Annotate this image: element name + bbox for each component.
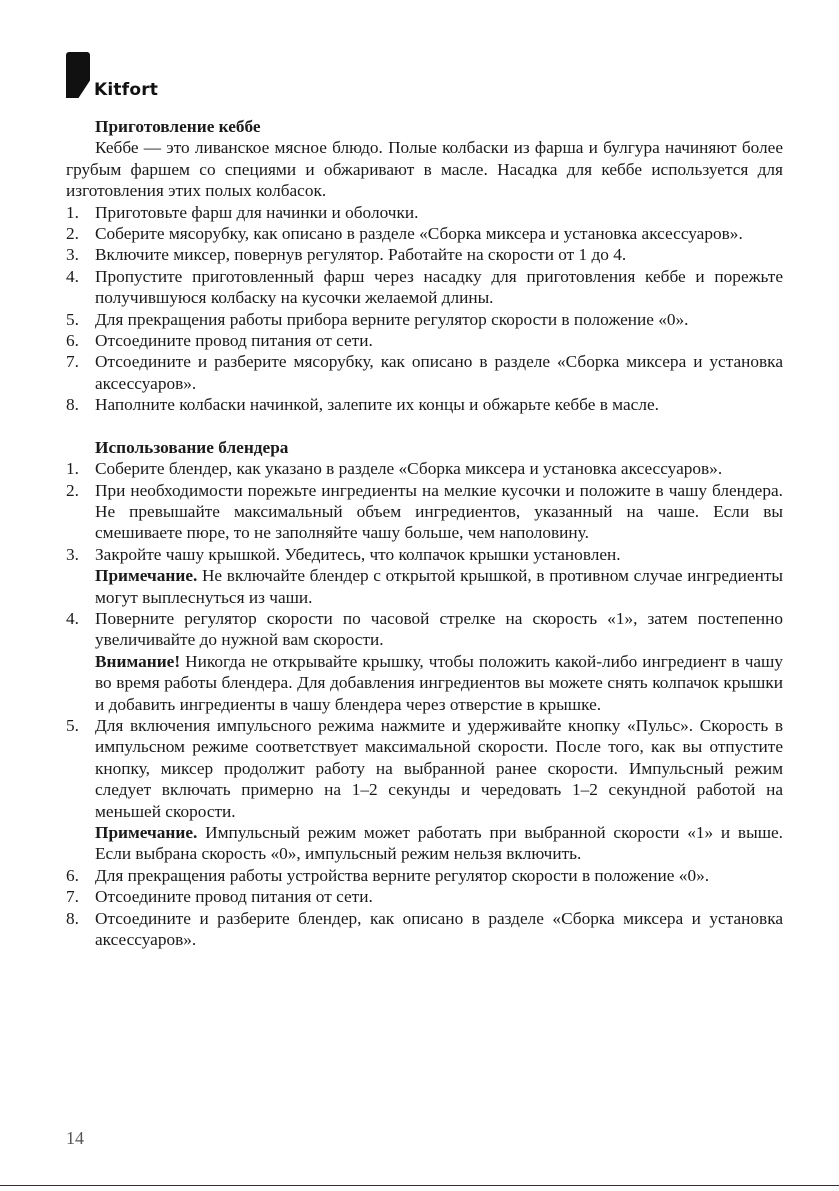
item-text: Отсоедините провод питания от сети. <box>95 331 373 351</box>
list-item <box>66 608 783 715</box>
section-spacer <box>66 416 783 437</box>
item-number: 6. <box>66 331 79 351</box>
brand-name: Kitfort <box>94 80 159 100</box>
warning-label: Внимание! <box>95 651 181 671</box>
kitfort-logo <box>66 52 176 104</box>
item-number: 3. <box>66 245 79 265</box>
item-text: Пропустите приготовленный фарш через насадку для приготовления кеббе и порежьте получившуюся колбаску на кусочки желаемой длины. <box>95 266 783 308</box>
kitfort-logo-mark-icon <box>66 52 90 98</box>
list-item <box>66 715 783 865</box>
item-number: 5. <box>66 715 79 735</box>
item-text: Соберите мясорубку, как описано в разделе «Сборка миксера и установка аксессуаров». <box>95 224 743 244</box>
item-number: 4. <box>66 608 79 628</box>
section-title-kebbe: Приготовление кеббе <box>95 117 261 136</box>
page-content <box>66 116 783 950</box>
warning-text: Никогда не открывайте крышку, чтобы положить какой-либо ингредиент в чашу во время работы блендера. Для добавления ингредиентов вы можете снять колпачок крышки и добавить ингредиенты в чашу блендера через отверстие в крышке. <box>95 651 783 714</box>
list-item <box>66 202 783 223</box>
item-text: Для прекращения работы прибора верните регулятор скорости в положение «0». <box>95 309 689 329</box>
list-item <box>66 544 783 608</box>
item-text: Для включения импульсного режима нажмите и удерживайте кнопку «Пульс». Скорость в импульсном режиме соответствует максимальной скорости. После того, как вы отпустите кнопку, миксер продолжит работу на выбранной ранее скорости. Импульсный режим следует включать примерно на 1–2 секунды и чередовать 1–2 секундной работой на меньшей скорости. <box>95 715 783 821</box>
list-item <box>66 266 783 309</box>
item-number: 6. <box>66 865 79 885</box>
list-item <box>66 244 783 265</box>
item-number: 8. <box>66 395 79 415</box>
kebbe-intro: Кеббе — это ливанское мясное блюдо. Полые колбаски из фарша и булгура начиняют более грубым фаршем со специями и обжаривают в масле. Насадка для кеббе используется для изготовления этих полых колбасок. <box>66 138 783 201</box>
list-item <box>66 865 783 886</box>
item-text: Приготовьте фарш для начинки и оболочки. <box>95 202 419 222</box>
warning <box>95 651 783 715</box>
list-item <box>66 394 783 415</box>
item-number: 4. <box>66 266 79 286</box>
item-text: Закройте чашу крышкой. Убедитесь, что колпачок крышки установлен. <box>95 544 621 564</box>
list-item <box>66 886 783 907</box>
item-text: Включите миксер, повернув регулятор. Работайте на скорости от 1 до 4. <box>95 245 627 265</box>
list-item <box>66 330 783 351</box>
item-text: Отсоедините провод питания от сети. <box>95 887 373 907</box>
item-number: 2. <box>66 224 79 244</box>
bottom-divider <box>0 1185 839 1186</box>
item-text: Отсоедините и разберите мясорубку, как описано в разделе «Сборка миксера и установка аксессуаров». <box>95 352 783 393</box>
list-item <box>66 908 783 951</box>
blender-steps <box>66 458 783 950</box>
page-number: 14 <box>66 1128 84 1148</box>
note-label: Примечание. <box>95 566 198 586</box>
section-title-blender: Использование блендера <box>95 437 289 457</box>
list-item <box>66 351 783 394</box>
item-text: Соберите блендер, как указано в разделе «Сборка миксера и установка аксессуаров». <box>95 459 723 479</box>
item-number: 7. <box>66 352 79 372</box>
item-number: 2. <box>66 480 79 500</box>
kebbe-steps <box>66 202 783 416</box>
item-number: 8. <box>66 908 79 928</box>
note <box>95 565 783 608</box>
note-label: Примечание. <box>95 823 198 842</box>
item-text: При необходимости порежьте ингредиенты на мелкие кусочки и положите в чашу блендера. Не превышайте максимальный объем ингредиентов, указанный на чаше. Если вы смешиваете пюре, то не заполняйте чашу больше, чем наполовину. <box>95 480 783 543</box>
item-number: 3. <box>66 544 79 564</box>
list-item <box>66 223 783 244</box>
item-number: 1. <box>66 459 79 479</box>
list-item <box>66 458 783 479</box>
list-item <box>66 480 783 544</box>
item-number: 5. <box>66 309 79 329</box>
list-item <box>66 309 783 330</box>
note <box>95 822 783 865</box>
item-text: Для прекращения работы устройства верните регулятор скорости в положение «0». <box>95 865 710 885</box>
item-text: Поверните регулятор скорости по часовой стрелке на скорость «1», затем постепенно увеличивайте до нужной вам скорости. <box>95 608 783 650</box>
item-text: Наполните колбаски начинкой, залепите их концы и обжарьте кеббе в масле. <box>95 395 659 415</box>
item-text: Отсоедините и разберите блендер, как описано в разделе «Сборка миксера и установка аксессуаров». <box>95 908 783 950</box>
item-number: 1. <box>66 202 79 222</box>
note-text: Не включайте блендер с открытой крышкой, в противном случае ингредиенты могут выплеснуться из чаши. <box>95 566 783 607</box>
item-number: 7. <box>66 887 79 907</box>
note-text: Импульсный режим может работать при выбранной скорости «1» и выше. Если выбрана скорость «0», импульсный режим нельзя включить. <box>95 823 783 864</box>
